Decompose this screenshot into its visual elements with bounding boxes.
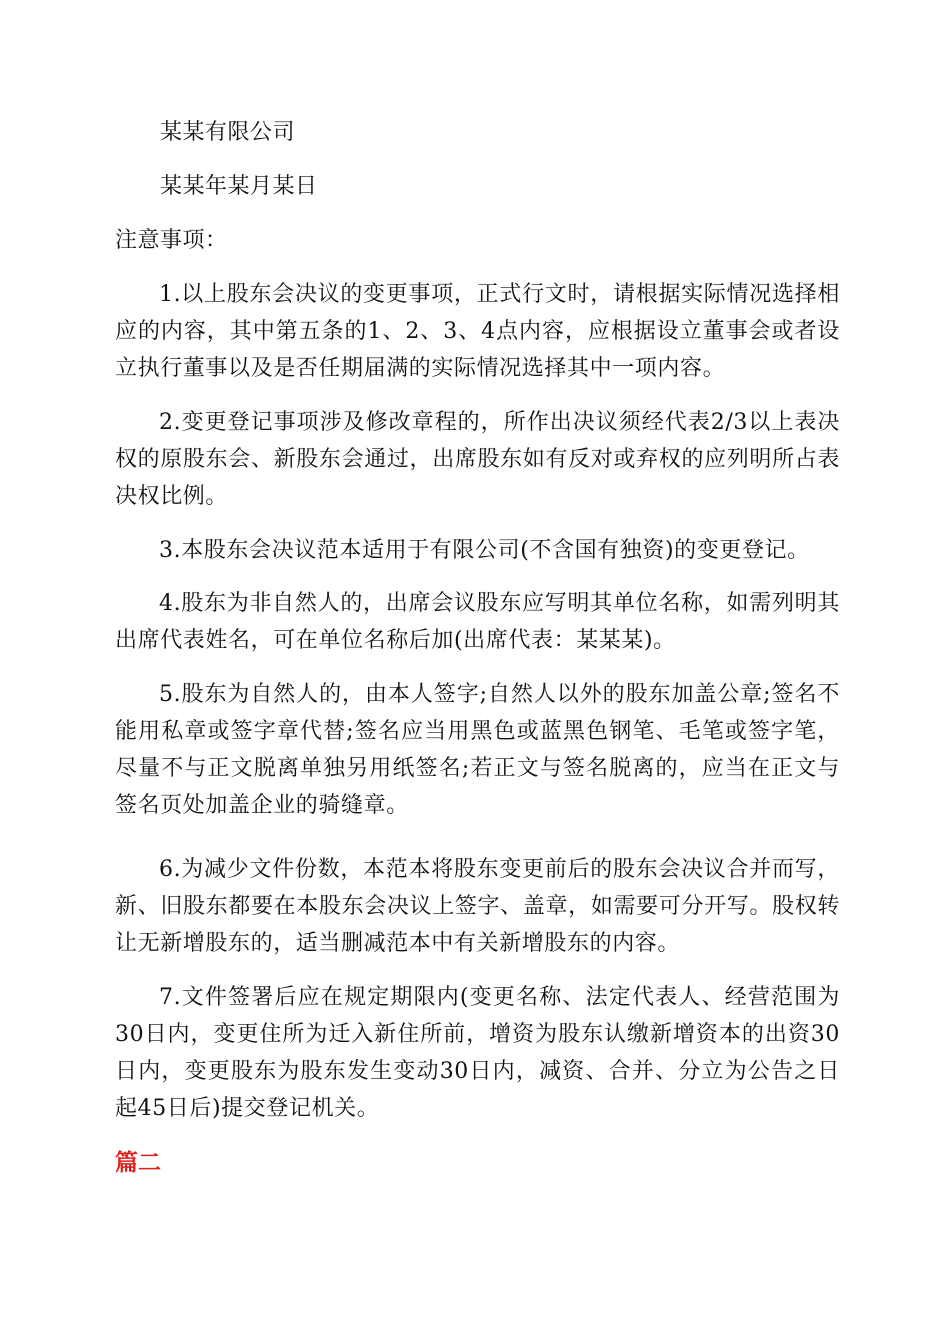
note-item-7: 7.文件签署后应在规定期限内(变更名称、法定代表人、经营范围为30日内，变更住所为迁入新住所前，增资为股东认缴新增资本的出资30日内，变更股东为股东发生变动30日内，减资、合并、分立为公告之日起45日后)提交登记机关。	[115, 985, 840, 1121]
note-item-1: 1.以上股东会决议的变更事项，正式行文时，请根据实际情况选择相应的内容，其中第五条的1、2、3、4点内容，应根据设立董事会或者设立执行董事以及是否任期届满的实际情况选择其中一项内容。	[115, 282, 840, 381]
notes-title: 注意事项：	[115, 228, 228, 253]
company-name: 某某有限公司	[160, 120, 296, 145]
note-item-4: 4.股东为非自然人的，出席会议股东应写明其单位名称，如需列明其出席代表姓名，可在单位名称后加(出席代表：某某某)。	[115, 591, 840, 653]
note-item-5: 5.股东为自然人的，由本人签字;自然人以外的股东加盖公章;签名不能用私章或签字章代替;签名应当用黑色或蓝黑色钢笔、毛笔或签字笔，尽量不与正文脱离单独另用纸签名;若正文与签名脱离的，应当在正文与签名页处加盖企业的骑缝章。	[115, 682, 840, 818]
note-item-3: 3.本股东会决议范本适用于有限公司(不含国有独资)的变更登记。	[159, 538, 810, 563]
note-item-6: 6.为减少文件份数，本范本将股东变更前后的股东会决议合并而写，新、旧股东都要在本股东会决议上签字、盖章，如需要可分开写。股权转让无新增股东的，适当删减范本中有关新增股东的内容。	[115, 857, 840, 956]
signing-date: 某某年某月某日	[160, 174, 318, 199]
note-item-2: 2.变更登记事项涉及修改章程的，所作出决议须经代表2/3以上表决权的原股东会、新股东会通过，出席股东如有反对或弃权的应列明所占表决权比例。	[115, 410, 840, 509]
section-heading: 篇二	[115, 1150, 161, 1176]
